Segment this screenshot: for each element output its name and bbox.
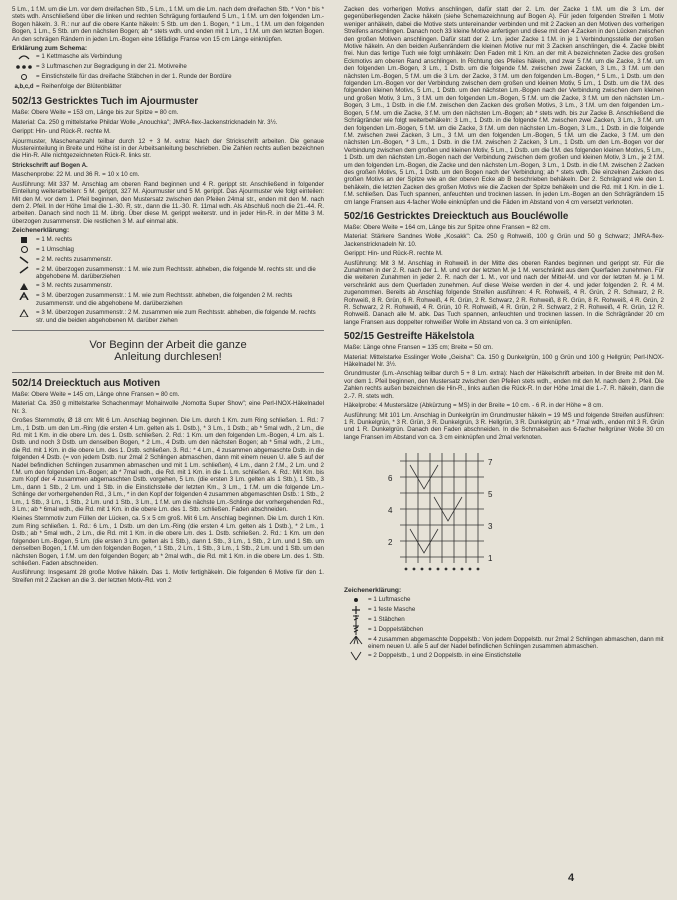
- row-number: 2: [388, 538, 393, 548]
- legend2-row: = 3 M. überzogen zusammenstr.: 1 M. wie zum Rechtsstr. abheben, die folgenden 2 M. rechts zusammenstr. und die abgehobene M. darüberziehen: [12, 292, 324, 307]
- slip-stitch-icon: [12, 53, 36, 61]
- right-column: Zacken des vorherigen Motivs anschlingen, dafür statt der 2. Lm. der Zacke 1 f.M. um die 3 Lm. der gegenüberliegenden Zacke häkeln (siehe Schemazeichnung auf Bogen A). Für jeden folgenden Streifen 1 Motiv weniger anhäkeln, dabei die Motive stets untereinander verbinden und mit 2 Zacken an den Motiven des vorherigen Streifens anschlingen. Danach noch 33 kleine Motive anfertigen und diese mit den 4 Zacken in den Lücken zwischen den großen Motiven anschlingen. Dafür statt der 2. Lm. jeder Zacke 1 f.M. in je 1 Verbindungsstelle der großen Motive häkeln. An den beiden Außenrändern die kleinen Motive nur mit 3 Zacken anschlingen, die 4. Zacke bleibt frei. Nun das fertige Tuch wie folgt umhäkeln: Den Faden mit 1 Km. an der mit A bezeichneten Zacke des großen Eckmotivs am oberen Rand anschlingen. In Richtung des Pfeiles häkeln, und zwar 5 f.M. um die Zacke, 3 f.M. um den folgenden Lm.-Bogen, 3 Lm., 1 Dstb. um die folgende f.M. zwischen zwei Zacken, 3 Lm., 3 f.M. um den nächsten Lm.-Bogen, 5 f.M. um die 3 Lm. der Zacke, 3 f.M. um den folgenden Lm.-Bogen, * 5 Lm., 1 Dstb. um den folgenden Lm.-Bogen vor der Verbindung zwischen dem großen und kleinen Motiv, 5 Lm., 1 Dstb. um die f.M. des folgenden kleinen Motivs, 5 Lm., 1 Dstb. um den nächsten Lm.-Bogen nach der Verbindung zwischen dem kleinen und großen Motiv, 3 Lm., 3 f.M. um den folgenden Lm.-Bogen, 5 f.M. um die Zacke, 3 f.M. um den nächsten Lm.-Bogen, 3 Lm., 1 Dstb. in die f.M. zwischen den Zacken des großen Motivs, 3 Lm., 3 f.M. um den folgenden Lm.-Bogen, 5 f.M. um die Zacke, 3 f.M. um den nächsten Lm.-Bogen; ab * stets wdh. bis zur Zacke B. Anschließend die Schrägränder wie folgt weiterbehäkeln: 3 Lm., 1 Dstb. in die folgende f.M. zwischen zwei Zacken, 3 Lm., 3 f.M. um den folgenden Lm.-Bogen, 5 f.M. um die Zacke, 3 f.M. um den nächsten Lm.-Bogen, 3 Lm., 1 Dstb. in die folgende f.M. zwischen zwei Zacken, 3 Lm., 3 f.M. um den folgenden Lm.-Bogen, 5 f.M. um die Zacke, 3 f.M. um den nächsten Lm.-Bogen, * 3 Lm., 1 Dstb. in die f.M. zwischen 2 Zacken, 3 Lm., 1 Dstb. um den Lm.-Bogen vor der Verbindung zwischen dem großen und kleinen Motiv, 5 Lm., 1 Dstb. um die f.M. des folgenden kleinen Motivs, 5 Lm., 1 Dstb. um den nächsten Lm.-Bogen nach der Verbindung zwischen dem großen und kleinen Motiv, 3 Lm., je 2 f.M. um den folgenden Lm.-Bogen, die Zacke und den nächsten Lm.-Bogen, 3 Lm., 1 Dstb. in die f.M. zwischen 2 Zacken des großen Motivs, 5 Lm., 1 Dstb. um den Bogen nach der Verbindung; ab * stets wdh. Die einzelnen Zacken des großen Motivs an der Spitze wie an der oberen Ecke ab B beschrieben behäkeln. Der 2. Schrägrand wie den 1. behäkeln, die letzten Zacken des großen Motivs wie die Zacken der Spitze behäkeln und die Rd. mit 1 Km. in die 1. f.M. schließen. Das Tuch spannen, anfeuchten und trocknen lassen. In jeden Lm.-Bogen an den Schrägrändern 15 cm lange Fransen aus 4-facher Wolle einknüpfen und die Fäden im Abstand von 4 cm versetzt verknoten. 502/16 Gestricktes Dreiecktuch aus Boucléwolle Maße: Obere Weite = 164 cm, Länge bis zur Spitze ohne Fransen = 82 cm. Material: Stärkere Sandnes Wolle „Kosakk": Ca. 250 g Rohweiß, 100 g Grün und 50 g Schwarz; JMRA-flex-Jackenstricknadeln Nr. 10. Gerippt: Hin- und Rück-R. rechte M. Ausführung: Mit 3 M. Anschlag in Rohweiß in der Mitte des oberen Randes beginnen und gerippt str. Für die Zunahmen in der 2. R. nach der 1. M. und vor der letzten M. je 1 M. verschränkt aus dem Querfaden zunehmen. Für die weiteren Zunahmen in jeder 2. R. nach der 1. M., vor und nach der Mittel-M. und vor der letzten M. je 1 M. verschränkt aus dem Querfaden zunehmen. Auf diese Weise werden in der 4. und jeder folgenden 2. R. 4 M. zugenommen. Bereits ab Anschlag folgende Streifen ausführen: 4 R. Rohweiß, 4 R. Grün, 2 R. Schwarz, 2 R. Rohweiß, 8 R. Grün, 6 R. Rohweiß, 4 R. Grün, 2 R. Schwarz, 2 R. Rohweiß, 8 R. Grün, 8 R. Rohweiß, 4 R. Grün, 2 R. Schwarz, 2 R. Rohweiß, 4 R. Grün, 10 R. Rohweiß, 4 R. Grün, 2 R. Schwarz, 2 R. Rohweiß, 4 R. Grün, 12 R. Rohweiß. Danach alle M. abk. Das Tuch spannen, anfeuchten und trocknen lassen. In die Schrägränder 20 cm lange Fransen aus doppelter rohweißer Wolle im Abstand von ca. 3 cm einknüpfen. 502/15 Gestreifte Häkelstola Maße: Länge ohne Fransen = 135 cm; Breite = 50 cm. Material: Mittelstarke Esslinger Wolle „Geisha": Ca. 150 g Dunkelgrün, 100 g Grün und 100 g Hellgrün; Perl-INOX-Häkelnadel Nr. 3½. Grundmuster (Lm.-Anschlag teilbar durch 5 + 8 Lm. extra): Nach der Häkelschrift arbeiten. In der Breite mit den M. vor dem 1. Pfeil beginnen, den Mustersatz zwischen den Pfeilen stets wdh., enden mit den M. nach dem 2. Pfeil. Die Zahlen rechts außen bezeichnen die Hin-R., links außen die Rück-R. In der Höhe 1mal die 1.-7. R. häkeln, dann die 2.-7. R. stets wdh. Häkelprobe: 4 Mustersätze (Abkürzung = MS) in der Breite = 10 cm. - 6 R. in der Höhe = 8 cm. Ausführung: Mit 101 Lm. Anschlag in Dunkelgrün im Grundmuster häkeln = 19 MS und folgende Streifen ausführen: 1 R. Dunkelgrün, * 3 R. Grün, 3 R. Dunkelgrün, 3 R. Hellgrün, 3 R. Dunkelgrün; ab * 7mal wdh., enden mit 3 R. Grün und 1 R. Dunkelgrün. Danach den Faden abschneiden. In die Schmalseiten aus 6-facher hellgrüner Wolle 30 cm lange Fransen im Abstand von ca. 3 cm einknüpfen und 2mal verknoten. 7 6 5 4 3 2 1 Zeichenerklärung: = 1 Luftmasche = 1 feste Masche = 1 Stäbchen = 1 Doppelstäbchen = 4 zusammen abgemaschte Doppelstb.: Von jedem Doppelstb. nur 2mal 2 Schlingen abmaschen, dann mit einem neuen U. alle 5 auf der Nadel befindlichen Schlingen zusammen abmaschen. = 2 Doppelstb., 1 und 2 Doppelstb. in eine Einstichstelle: [344, 6, 664, 660]
- legend1-row: = 3 Luftmaschen zur Begradigung in der 21. Motivreihe: [12, 63, 324, 71]
- legend1-title: Erklärung zum Schema:: [12, 45, 88, 53]
- s2kp-icon: [12, 309, 36, 317]
- legend2-row: = 3 M. rechts zusammenstr.: [12, 282, 324, 290]
- chain-stitch-icon: [344, 596, 368, 604]
- left-column: 5 Lm., 1 f.M. um die Lm. vor dem dreifachen Stb., 5 Lm., 1 f.M. um die Lm. nach dem dreifachen Stb. * Von * bis * stets wdh. Anschließend über die linken und rechten Schrägung fortlaufend 5 Lm., 1 f.M. um den folgenden Lm.-Bogen häkeln. 3. R.: nur auf die obere Kante häkeln: 5 Stb. um den 1. Bogen, * 1 Lm., 1 f.M. um den folgenden Bogen, 1 Lm., 5 Stb. um den nächsten Bogen; ab * stets wdh. und enden mit 1 Lm., 1 f.M. um den letzten Bogen. An den schrägen Rändern in jeden Lm.-Bogen eine 16fädige Franse von 15 cm Länge einknüpfen. Erklärung zum Schema: = 1 Kettmasche als Verbindung = 3 Luftmaschen zur Begradigung in der 21. Motivreihe = Einstichstelle für das dreifache Stäbchen in der 1. Runde der Bordüre a,b,c,d = Reihenfolge der Blütenblätter 502/13 Gestricktes Tuch im Ajourmuster Maße: Obere Weite = 153 cm, Länge bis zur Spitze = 80 cm. Material: Ca. 250 g mittelstarke Phildar Wolle „Anouchka"; JMRA-flex-Jackenstricknadeln Nr. 3½. Gerippt: Hin- und Rück-R. rechte M. Ajourmuster, Maschenanzahl teilbar durch 12 + 3 M. extra: Nach der Strickschrift arbeiten. Die genaue Mustereinteilung in Breite und Höhe ist in der Arbeitsanleitung beschrieben. Die Zahlen rechts außen bezeichnen die Hin-R. Alle nichtgezeichneten Rück-R. links str. Strickschrift auf Bogen A. Maschenprobe: 22 M. und 36 R. = 10 x 10 cm. Ausführung: Mit 337 M. Anschlag am oberen Rand beginnen und 4 R. gerippt str. Anschließend in folgender Einteilung weiterarbeiten: 5 M. gerippt, 327 M. Ajourmuster und 5 M. gerippt. Das Ajourmuster wie folgt einteilen: Mit den M. vor dem 1. Pfeil beginnen, den Mustersatz zwischen den Pfeilen 24mal str., enden mit den M. nach dem 2. Pfeil. In der Höhe 1mal die 1.-30. R. str., dann die 11.-30. R. 11mal wdh. Als Abschluß noch die 21.-44. R. arbeiten. Danach sind noch 11 M. übrig. Über diese M. gerippt weiterstr. und in jeder Hin-R. in der Mitte 3 M. überzogen zusammenstr. Die restlichen 3 M. auf einmal abk. Zeichenerklärung: = 1 M. rechts = 1 Umschlag = 2 M. rechts zusammenstr. = 2 M. überzogen zusammenstr.: 1 M. wie zum Rechtsstr. abheben, die folgende M. rechts str. und die abgehobene M. darüberziehen = 3 M. rechts zusammenstr. = 3 M. überzogen zusammenstr.: 1 M. wie zum Rechtsstr. abheben, die folgenden 2 M. rechts zusammenstr. und die abgehobene M. darüberziehen = 3 M. überzogen zusammenstr.: 2 M. zusammen wie zum Rechtsstr. abheben, die folgende M. rechts str. und die beiden abgehobenen M. darüber ziehen Vor Beginn der Arbeit die ganze Anleitung durchlesen! 502/14 Dreiecktuch aus Motiven Maße: Obere Weite = 145 cm, Länge ohne Fransen = 80 cm. Material: Ca. 350 g mittelstarke Schachenmayr Mohairwolle „Nomotta Super Show"; eine Perl-INOX-Häkelnadel Nr. 3. Großes Sternmotiv, Ø 18 cm: Mit 6 Lm. Anschlag beginnen. Die Lm. durch 1 Km. zum Ring schließen. 1. Rd.: 7 Lm., 1 Dstb. um den Lm.-Ring (die ersten 4 Lm. gelten als 1. Dstb.), * 3 Lm., 1 Dstb.; ab * 5mal wdh., 2 Lm., die Rd. mit 1 Km. in die obere Lm. des 1. Dstb. schließen. 2. Rd.: 1 Km. um den folgenden Lm.-Bogen, 4 Lm. als 1. Dstb. und noch 3 Dstb. um denselben Bogen, * 2 Lm., 4 Dstb. um den nächsten Bogen; ab * 5mal wdh., 2 Lm., die Rd. mit 1 Km. in die obere Lm. des 1. Dstb. schließen. 3. Rd.: * 4 Lm., 4 zusammen abgemaschte Dstb. in die folgenden 4 Dstb. (= von jedem Dstb. nur 2mal 2 Schlingen abmaschen, dann mit einem neuen U. alle 5 auf der Nadel befindlichen Schlingen zusammen abmaschen und mit 1 Lm. schließen), 4 Lm., dann 2 f.M., 2 Lm. und 2 f.M. um den folgenden Lm.-Bogen; ab * 7mal wdh., die Rd. mit 1 Km. in die 1. Lm. schließen. 4. Rd.: Mit Km. bis zum Kopf der 4 zusammen abgemaschten Dstb. vorgehen, 5 Lm. (die ersten 3 Lm. gelten als 1 Stb.), 1 Stb., 3 Lm., dann 1 Stb., 2 Lm. und 1 Stb. in die Einstichstelle der letzten Km., 3 Lm., 1 f.M. um die folgende Lm.-Schlinge der vorhergehenden Rd., 3 Lm., * in den Kopf der folgenden 4 zusammen abgemaschten Dstb.: 1 Stb., 2 Lm., 1 Stb., 3 Lm., 1 Stb., 2 Lm. und 1 Stb., 3 Lm., 1 f.M. um die nächste Lm.-Schlinge der vorhergehenden Rd., 3 Lm.; ab * 6mal wdh., die Rd. mit 1 Km. in die obere Lm. des 1. Stb. schließen. Faden abschneiden. Kleines Sternmotiv zum Füllen der Lücken, ca. 5 x 5 cm groß. Mit 6 Lm. Anschlag beginnen. Die Lm. durch 1 Km. zum Ring schließen. 1. Rd.: 6 Lm., 1 Dstb. um den Lm.-Ring (die ersten 4 Lm. gelten als 1 Dstb.), * 2 Lm., 1 Dstb.; ab * 5mal wdh., 2 Lm., die Rd. mit 1 Km. in die obere Lm. des 1. Dstb. schließen. 2. Rd.: 1 Km. um den folgenden Lm.-Bogen, 5 Lm. (die ersten 3 Lm. gelten als 1 Stb.), dann 1 Stb., 3 Lm., 1 Stb., 2 Lm. und 1 Stb. um denselben Bogen, 1 f.M. um den folgenden Bogen, * 1 Stb., 2 Lm., 1 Stb., 3 Lm., 1 Stb., 2 Lm. und 1 Stb. um den nächsten Bogen, 1 f.M. um den folgenden Bogen; ab * 2mal wdh., die Rd. mit 1 Km. in die obere Lm. des 1. Stb. schließen. Faden abschneiden. Ausführung: Insgesamt 28 große Motive häkeln. Das 1. Motiv fertighäkeln. Die folgenden 6 Motive für den 1. Streifen mit 2 Zacken an die 3. der letzten Motiv-Rd. von 2: [12, 6, 324, 584]
- legend3-row: = 1 Stäbchen: [344, 616, 664, 624]
- legend3-title: Zeichenerklärung:: [344, 587, 402, 595]
- section-title-502-16: 502/16 Gestricktes Dreiecktuch aus Boucléwolle: [344, 210, 569, 222]
- legend3-row: = 1 Luftmasche: [344, 596, 664, 604]
- knit-square-icon: [12, 236, 36, 244]
- page-number: 4: [568, 872, 575, 884]
- treble-crochet-icon: [344, 626, 368, 634]
- section-title-502-15: 502/15 Gestreifte Häkelstola: [344, 331, 475, 343]
- yarn-over-icon: [12, 246, 36, 254]
- continuation-paragraph: Zacken des vorherigen Motivs anschlingen, dafür statt der 2. Lm. der Zacke 1 f.M. um die 3 Lm. der gegenüberliegenden Zacke häkeln (siehe Schemazeichnung auf Bogen A). Für jeden folgenden Streifen 1 Motiv weniger anhäkeln, dabei die Motive stets untereinander verbinden und mit 2 Zacken an den Motiven des vorherigen Streifens anschlingen. Danach noch 33 kleine Motive anfertigen und diese mit den 4 Zacken in den Lücken zwischen den großen Motiven anschlingen. Dafür statt der 2. Lm. jeder Zacke 1 f.M. in je 1 Verbindungsstelle der großen Motive häkeln. An den beiden Außenrändern die kleinen Motive nur mit 3 Zacken anschlingen, die 4. Zacke bleibt frei. Nun das fertige Tuch wie folgt umhäkeln: Den Faden mit 1 Km. an der mit A bezeichneten Zacke des großen Eckmotivs am oberen Rand anschlingen. In Richtung des Pfeiles häkeln, und zwar 5 f.M. um die Zacke, 3 f.M. um den folgenden Lm.-Bogen, 3 Lm., 1 Dstb. um die folgende f.M. zwischen zwei Zacken, 3 Lm., 3 f.M. um den nächsten Lm.-Bogen, 5 f.M. um die 3 Lm. der Zacke, 3 f.M. um den folgenden Lm.-Bogen, * 5 Lm., 1 Dstb. um den folgenden Lm.-Bogen vor der Verbindung zwischen dem großen und kleinen Motiv, 5 Lm., 1 Dstb. um die f.M. des folgenden kleinen Motivs, 5 Lm., 1 Dstb. um den nächsten Lm.-Bogen nach der Verbindung zwischen dem kleinen und großen Motiv, 3 Lm., 3 f.M. um den folgenden Lm.-Bogen, 5 f.M. um die Zacke, 3 f.M. um den nächsten Lm.-Bogen, 3 Lm., 1 Dstb. in die f.M. zwischen den Zacken des großen Motivs, 3 Lm., 3 f.M. um den folgenden Lm.-Bogen, 5 f.M. um die Zacke, 3 f.M. um den nächsten Lm.-Bogen; ab * stets wdh. bis zur Zacke B. Anschließend die Schrägränder wie folgt weiterbehäkeln: 3 Lm., 1 Dstb. in die folgende f.M. zwischen zwei Zacken, 3 Lm., 3 f.M. um den folgenden Lm.-Bogen, 5 f.M. um die Zacke, 3 f.M. um den nächsten Lm.-Bogen, 3 Lm., 1 Dstb. in die folgende f.M. zwischen zwei Zacken, 3 Lm., 3 f.M. um den folgenden Lm.-Bogen, 5 f.M. um die Zacke, 3 f.M. um den nächsten Lm.-Bogen, * 3 Lm., 1 Dstb. in die f.M. zwischen 2 Zacken, 3 Lm., 1 Dstb. um den Lm.-Bogen vor der Verbindung zwischen dem großen und kleinen Motiv, 5 Lm., 1 Dstb. um die f.M. des folgenden kleinen Motivs, 5 Lm., 1 Dstb. um den nächsten Lm.-Bogen nach der Verbindung zwischen dem großen und kleinen Motiv, 3 Lm., je 2 f.M. um den folgenden Lm.-Bogen, die Zacke und den nächsten Lm.-Bogen, 3 Lm., 1 Dstb. in die f.M. zwischen 2 Zacken des großen Motivs, 5 Lm., 1 Dstb. um den Bogen nach der Verbindung; ab * stets wdh. Die einzelnen Zacken des großen Motivs an der Spitze wie an der oberen Ecke ab B beschrieben behäkeln. Der 2. Schrägrand wie den 1. behäkeln, die letzten Zacken des großen Motivs wie die Zacken der Spitze behäkeln und die Rd. mit 1 Km. in die 1. f.M. schließen. Das Tuch spannen, anfeuchten und trocknen lassen. In jeden Lm.-Bogen an den Schrägrändern 15 cm lange Fransen aus 4-facher Wolle einknüpfen und die Fäden im Abstand von 4 cm versetzt verknoten.: [344, 6, 664, 206]
- legend3-row: = 2 Doppelstb., 1 und 2 Doppelstb. in eine Einstichstelle: [344, 652, 664, 660]
- section-title-502-13: 502/13 Gestricktes Tuch im Ajourmuster: [12, 96, 199, 108]
- legend1-row: = Einstichstelle für das dreifache Stäbchen in der 1. Runde der Bordüre: [12, 73, 324, 81]
- row-number: 5: [488, 490, 493, 500]
- legend2-row: = 2 M. überzogen zusammenstr.: 1 M. wie zum Rechtsstr. abheben, die folgende M. rechts str. und die abgehobene M. darüberziehen: [12, 266, 324, 281]
- k2tog-icon: [12, 256, 36, 264]
- notice-box: Vor Beginn der Arbeit die ganze Anleitung durchlesen!: [12, 330, 324, 373]
- legend1-row: a,b,c,d = Reihenfolge der Blütenblätter: [12, 83, 324, 91]
- skp-icon: [12, 266, 36, 274]
- row-number: 6: [388, 474, 393, 484]
- k3tog-icon: [12, 282, 36, 290]
- legend3-row: = 1 feste Masche: [344, 606, 664, 614]
- cluster-icon: [344, 636, 368, 644]
- row-number: 7: [488, 458, 493, 468]
- crochet-chart: [344, 445, 664, 585]
- legend2-row: = 2 M. rechts zusammenstr.: [12, 256, 324, 264]
- intro-paragraph: 5 Lm., 1 f.M. um die Lm. vor dem dreifachen Stb., 5 Lm., 1 f.M. um die Lm. nach dem dreifachen Stb. * Von * bis * stets wdh. Anschließend über die linken und rechten Schrägung fortlaufend 5 Lm., 1 f.M. um den folgenden Lm.-Bogen häkeln. 3. R.: nur auf die obere Kante häkeln: 5 Stb. um den 1. Bogen, * 1 Lm., 1 f.M. um den folgenden Bogen, 1 Lm., 5 Stb. um den nächsten Bogen; ab * stets wdh. und enden mit 1 Lm., 1 f.M. um den letzten Bogen. An den schrägen Rändern in jeden Lm.-Bogen eine 16fädige Franse von 15 cm Länge einknüpfen.: [12, 6, 324, 43]
- sk2p-icon: [12, 292, 36, 300]
- legend2-row: = 3 M. überzogen zusammenstr.: 2 M. zusammen wie zum Rechtsstr. abheben, die folgende M. rechts str. und die beiden abgehobenen M. darüber ziehen: [12, 309, 324, 324]
- legend2-title: Zeichenerklärung:: [12, 227, 70, 235]
- legend3-row: = 1 Doppelstäbchen: [344, 626, 664, 634]
- double-crochet-icon: [344, 616, 368, 624]
- chain-dots-icon: [12, 63, 36, 71]
- petal-order-symbol: a,b,c,d: [14, 83, 34, 90]
- section-title-502-14: 502/14 Dreiecktuch aus Motiven: [12, 377, 161, 389]
- insertion-point-icon: [12, 73, 36, 81]
- legend2-row: = 1 M. rechts: [12, 236, 324, 244]
- row-number: 3: [488, 522, 493, 532]
- crochet-chart-svg: [344, 445, 664, 585]
- legend2-row: = 1 Umschlag: [12, 246, 324, 254]
- row-number: 4: [388, 506, 393, 516]
- fan-icon: [344, 652, 368, 660]
- legend3-row: = 4 zusammen abgemaschte Doppelstb.: Von jedem Doppelstb. nur 2mal 2 Schlingen abmaschen, dann mit einem neuen U. alle 5 auf der Nadel befindlichen Schlingen zusammen abmaschen.: [344, 636, 664, 651]
- row-number: 1: [488, 554, 493, 564]
- legend1-row: = 1 Kettmasche als Verbindung: [12, 53, 324, 61]
- single-crochet-icon: [344, 606, 368, 614]
